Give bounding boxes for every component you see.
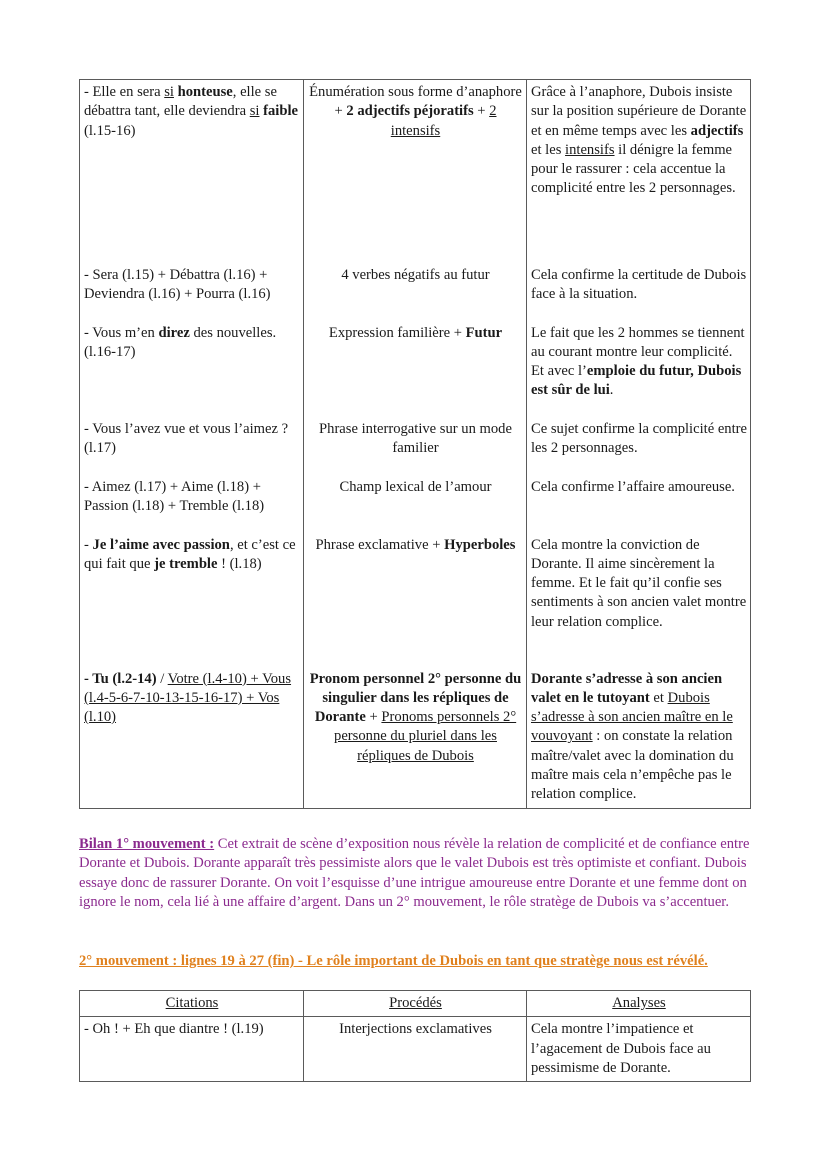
text-run: Futur [465, 324, 503, 341]
text-run: Je l’aime avec passion [92, 536, 230, 553]
text-run: Cela confirme la certitude de Dubois face à la situation. [531, 266, 747, 302]
procede-cell [304, 321, 527, 417]
table-row [80, 80, 751, 263]
header-procedes: Procédés [304, 991, 527, 1017]
text-run: - [84, 536, 93, 553]
bilan-heading: Bilan 1° mouvement : [79, 836, 215, 852]
text-run: Le fait que les 2 hommes se tiennent au courant montre leur complicité. Et avec l’ [531, 324, 745, 380]
text-run: - Sera (l.15) + Débattra (l.16) + Deviendra (l.16) + Pourra (l.16) [84, 266, 271, 302]
text-run: Dubois s’adresse à son ancien maître en le vouvoyant [531, 689, 733, 745]
text-run: Dorante s’adresse à son ancien valet en le tutoyant [531, 670, 723, 706]
text-run: + [473, 103, 490, 120]
text-run: : on constate la relation maître/valet avec la domination du maître mais cela n’empêche pas le relation complice. [531, 728, 734, 803]
analyse-cell [527, 321, 751, 417]
header-analyses: Analyses [527, 991, 751, 1017]
text-run: Expression familière + [328, 324, 466, 341]
bilan-paragraph [79, 835, 759, 912]
citation-cell [80, 263, 304, 321]
text-run: et les [531, 141, 566, 158]
analyse-cell [527, 417, 751, 475]
text-run: Cela montre la conviction de Dorante. Il aime sincèrement la femme. Et le fait qu’il confie ses sentiments à son ancien valet montre leur relation complice. [531, 536, 747, 630]
text-run: si [249, 103, 260, 120]
citation-cell [80, 417, 304, 475]
text-run: et [649, 689, 668, 706]
procede-cell [304, 475, 527, 533]
text-run: Énumération sous forme d’anaphore + [309, 84, 522, 120]
text-run: ! (l.18) [217, 555, 262, 572]
text-run: honteuse [177, 84, 233, 100]
text-run: direz [158, 324, 190, 341]
procede-cell [304, 533, 527, 667]
procede-cell: Interjections exclamatives [304, 1017, 527, 1082]
text-run: il dénigre la femme pour le rassurer : cela accentue la complicité entre les 2 personnages. [531, 141, 736, 197]
text-run: faible [263, 103, 298, 120]
text-run: 2 adjectifs péjoratifs [346, 103, 474, 120]
procede-cell [304, 667, 527, 809]
text-run: si [164, 84, 174, 100]
table-header-row [80, 991, 751, 1017]
analyse-cell [527, 475, 751, 533]
table-row [80, 1017, 751, 1082]
text-run: , et c’est ce qui fait que [84, 536, 296, 572]
text-run: Ce sujet confirme la complicité entre les 2 personnages. [531, 420, 747, 456]
analyse-cell [527, 533, 751, 667]
mouvement-2-heading: 2° mouvement : lignes 19 à 27 (fin) - Le rôle important de Dubois en tant que stratège nous est révélé. [79, 953, 708, 969]
table-row [80, 321, 751, 417]
analyse-cell [527, 80, 751, 263]
text-run: - Aimez (l.17) + Aime (l.18) + Passion (l.18) + Tremble (l.18) [84, 478, 265, 514]
table-row [80, 475, 751, 533]
text-run: - Tu (l.2-14) [84, 670, 157, 687]
table-row [80, 417, 751, 475]
procede-cell [304, 417, 527, 475]
table-row [80, 263, 751, 321]
text-run: , elle se débattra tant, elle deviendra [84, 84, 277, 120]
text-run: adjectifs [690, 122, 744, 139]
text-run: Champ lexical de l’amour [339, 478, 492, 495]
text-run: + [365, 709, 382, 726]
text-run: (l.15-16) [84, 122, 136, 139]
citation-cell: - Oh ! + Eh que diantre ! (l.19) [80, 1017, 304, 1082]
text-run: intensifs [565, 141, 615, 158]
header-citations: Citations [80, 991, 304, 1017]
analyse-cell [527, 667, 751, 809]
text-run: Pronom personnel 2° personne du singulier dans les répliques de Dorante [309, 670, 522, 726]
citation-cell [80, 533, 304, 667]
analysis-table-1 [79, 79, 751, 809]
procede-cell [304, 263, 527, 321]
analyse-cell: Cela montre l’impatience et l’agacement de Dubois face au pessimisme de Dorante. [527, 1017, 751, 1082]
analysis-table-2 [79, 990, 751, 1082]
citation-cell [80, 321, 304, 417]
text-run: Grâce à l’anaphore, Dubois insiste sur la position supérieure de Dorante et en même temps avec les [531, 84, 747, 139]
text-run: je tremble [154, 555, 218, 572]
text-run: Phrase interrogative sur un mode familier [319, 420, 512, 456]
procede-cell [304, 80, 527, 263]
text-run: Cela confirme l’affaire amoureuse. [531, 478, 735, 495]
text-run: 4 verbes négatifs au futur [341, 266, 490, 283]
text-run: Pronoms personnels 2° personne du pluriel dans les répliques de Dubois [334, 709, 517, 764]
citation-cell [80, 80, 304, 263]
text-run: - Elle en sera [84, 84, 165, 100]
text-run: - Vous l’avez vue et vous l’aimez ? (l.17) [84, 420, 289, 456]
text-run: Phrase exclamative + [315, 536, 445, 553]
text-run: Votre (l.4-10) + Vous (l.4-5-6-7-10-13-15-16-17) + Vos (l.10) [84, 670, 292, 726]
text-run: emploie du futur, Dubois est sûr de lui [531, 363, 742, 399]
citation-cell [80, 475, 304, 533]
text-run: . [609, 382, 614, 399]
table-row [80, 533, 751, 667]
citation-cell [80, 667, 304, 809]
analyse-cell [527, 263, 751, 321]
text-run: / [156, 670, 168, 687]
text-run: Hyperboles [444, 536, 516, 553]
text-run: des nouvelles. (l.16-17) [84, 324, 277, 360]
table-row [80, 667, 751, 809]
text-run: - Vous m’en [84, 324, 159, 341]
bilan-text: Cet extrait de scène d’exposition nous révèle la relation de complicité et de confiance entre Dorante et Dubois. Dorante apparaît très pessimiste alors que le valet Dubois est très optimiste et confiant. Dubois essaye donc de rassurer Dorante. On voit l’esquisse d’une intrigue amoureuse entre Dorante et une femme dont on ignore le nom, cela lié à une affaire d’argent. Dans un 2° mouvement, le rôle stratège de Dubois va s’accentuer. [79, 836, 750, 910]
text-run: 2 intensifs [390, 103, 497, 139]
